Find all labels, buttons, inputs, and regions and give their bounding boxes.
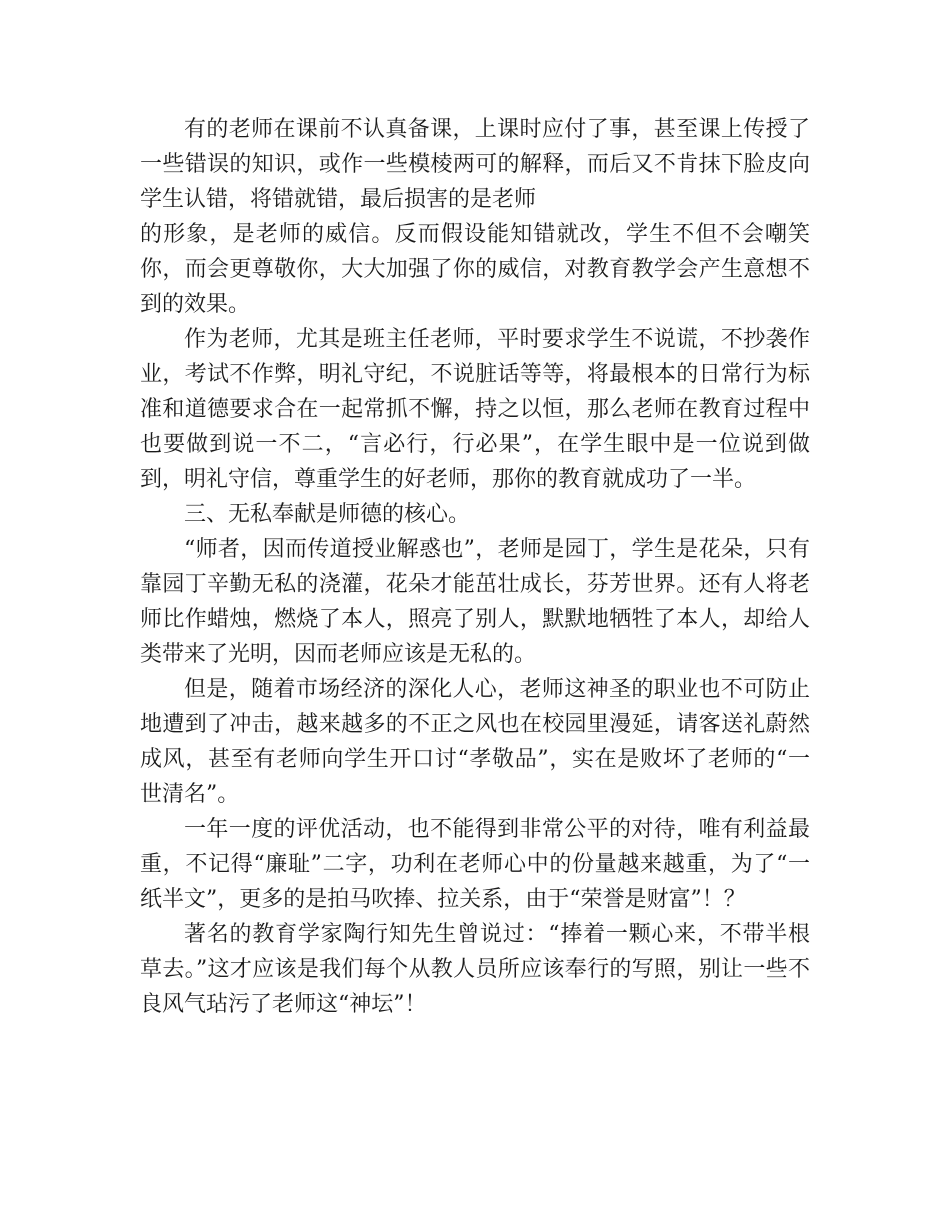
document-body — [140, 112, 810, 1022]
paragraph-2: 的形象，是老师的威信。反而假设能知错就改，学生不但不会嘲笑你，而会更尊敬你，大大加强了你的威信，对教育教学会产生意想不到的效果。 — [140, 222, 810, 317]
paragraph-3: 作为老师，尤其是班主任老师，平时要求学生不说谎，不抄袭作业，考试不作弊，明礼守纪，不说脏话等等，将最根本的日常行为标准和道德要求合在一起常抓不懈，持之以恒，那么老师在教育过程中也要做到说一不二，“言必行，行必果”，在学生眼中是一位说到做到，明礼守信，尊重学生的好老师，那你的教育就成功了一半。 — [140, 327, 810, 492]
section-heading: 三、无私奉献是师德的核心。 — [184, 502, 471, 527]
paragraph-5: 但是，随着市场经济的深化人心，老师这神圣的职业也不可防止地遭到了冲击，越来越多的不正之风也在校园里漫延，请客送礼蔚然成风，甚至有老师向学生开口讨“孝敬品”，实在是败坏了老师的“一世清名”。 — [140, 677, 810, 807]
paragraph-7: 著名的教育学家陶行知先生曾说过：“捧着一颗心来，不带半根草去。”这才应该是我们每个从教人员所应该奉行的写照，别让一些不良风气玷污了老师这“神坛”！ — [140, 922, 810, 1017]
paragraph-4: “师者，因而传道授业解惑也”，老师是园丁，学生是花朵，只有靠园丁辛勤无私的浇灌，花朵才能茁壮成长，芬芳世界。还有人将老师比作蜡烛，燃烧了本人，照亮了别人，默默地牺牲了本人，却给人类带来了光明，因而老师应该是无私的。 — [140, 537, 810, 667]
paragraph-6: 一年一度的评优活动，也不能得到非常公平的对待，唯有利益最重，不记得“廉耻”二字，功利在老师心中的份量越来越重，为了“一纸半文”，更多的是拍马吹捧、拉关系，由于“荣誉是财富”！？ — [140, 817, 810, 912]
paragraph-1: 有的老师在课前不认真备课，上课时应付了事，甚至课上传授了一些错误的知识，或作一些模棱两可的解释，而后又不肯抹下脸皮向学生认错，将错就错，最后损害的是老师 — [140, 117, 810, 212]
